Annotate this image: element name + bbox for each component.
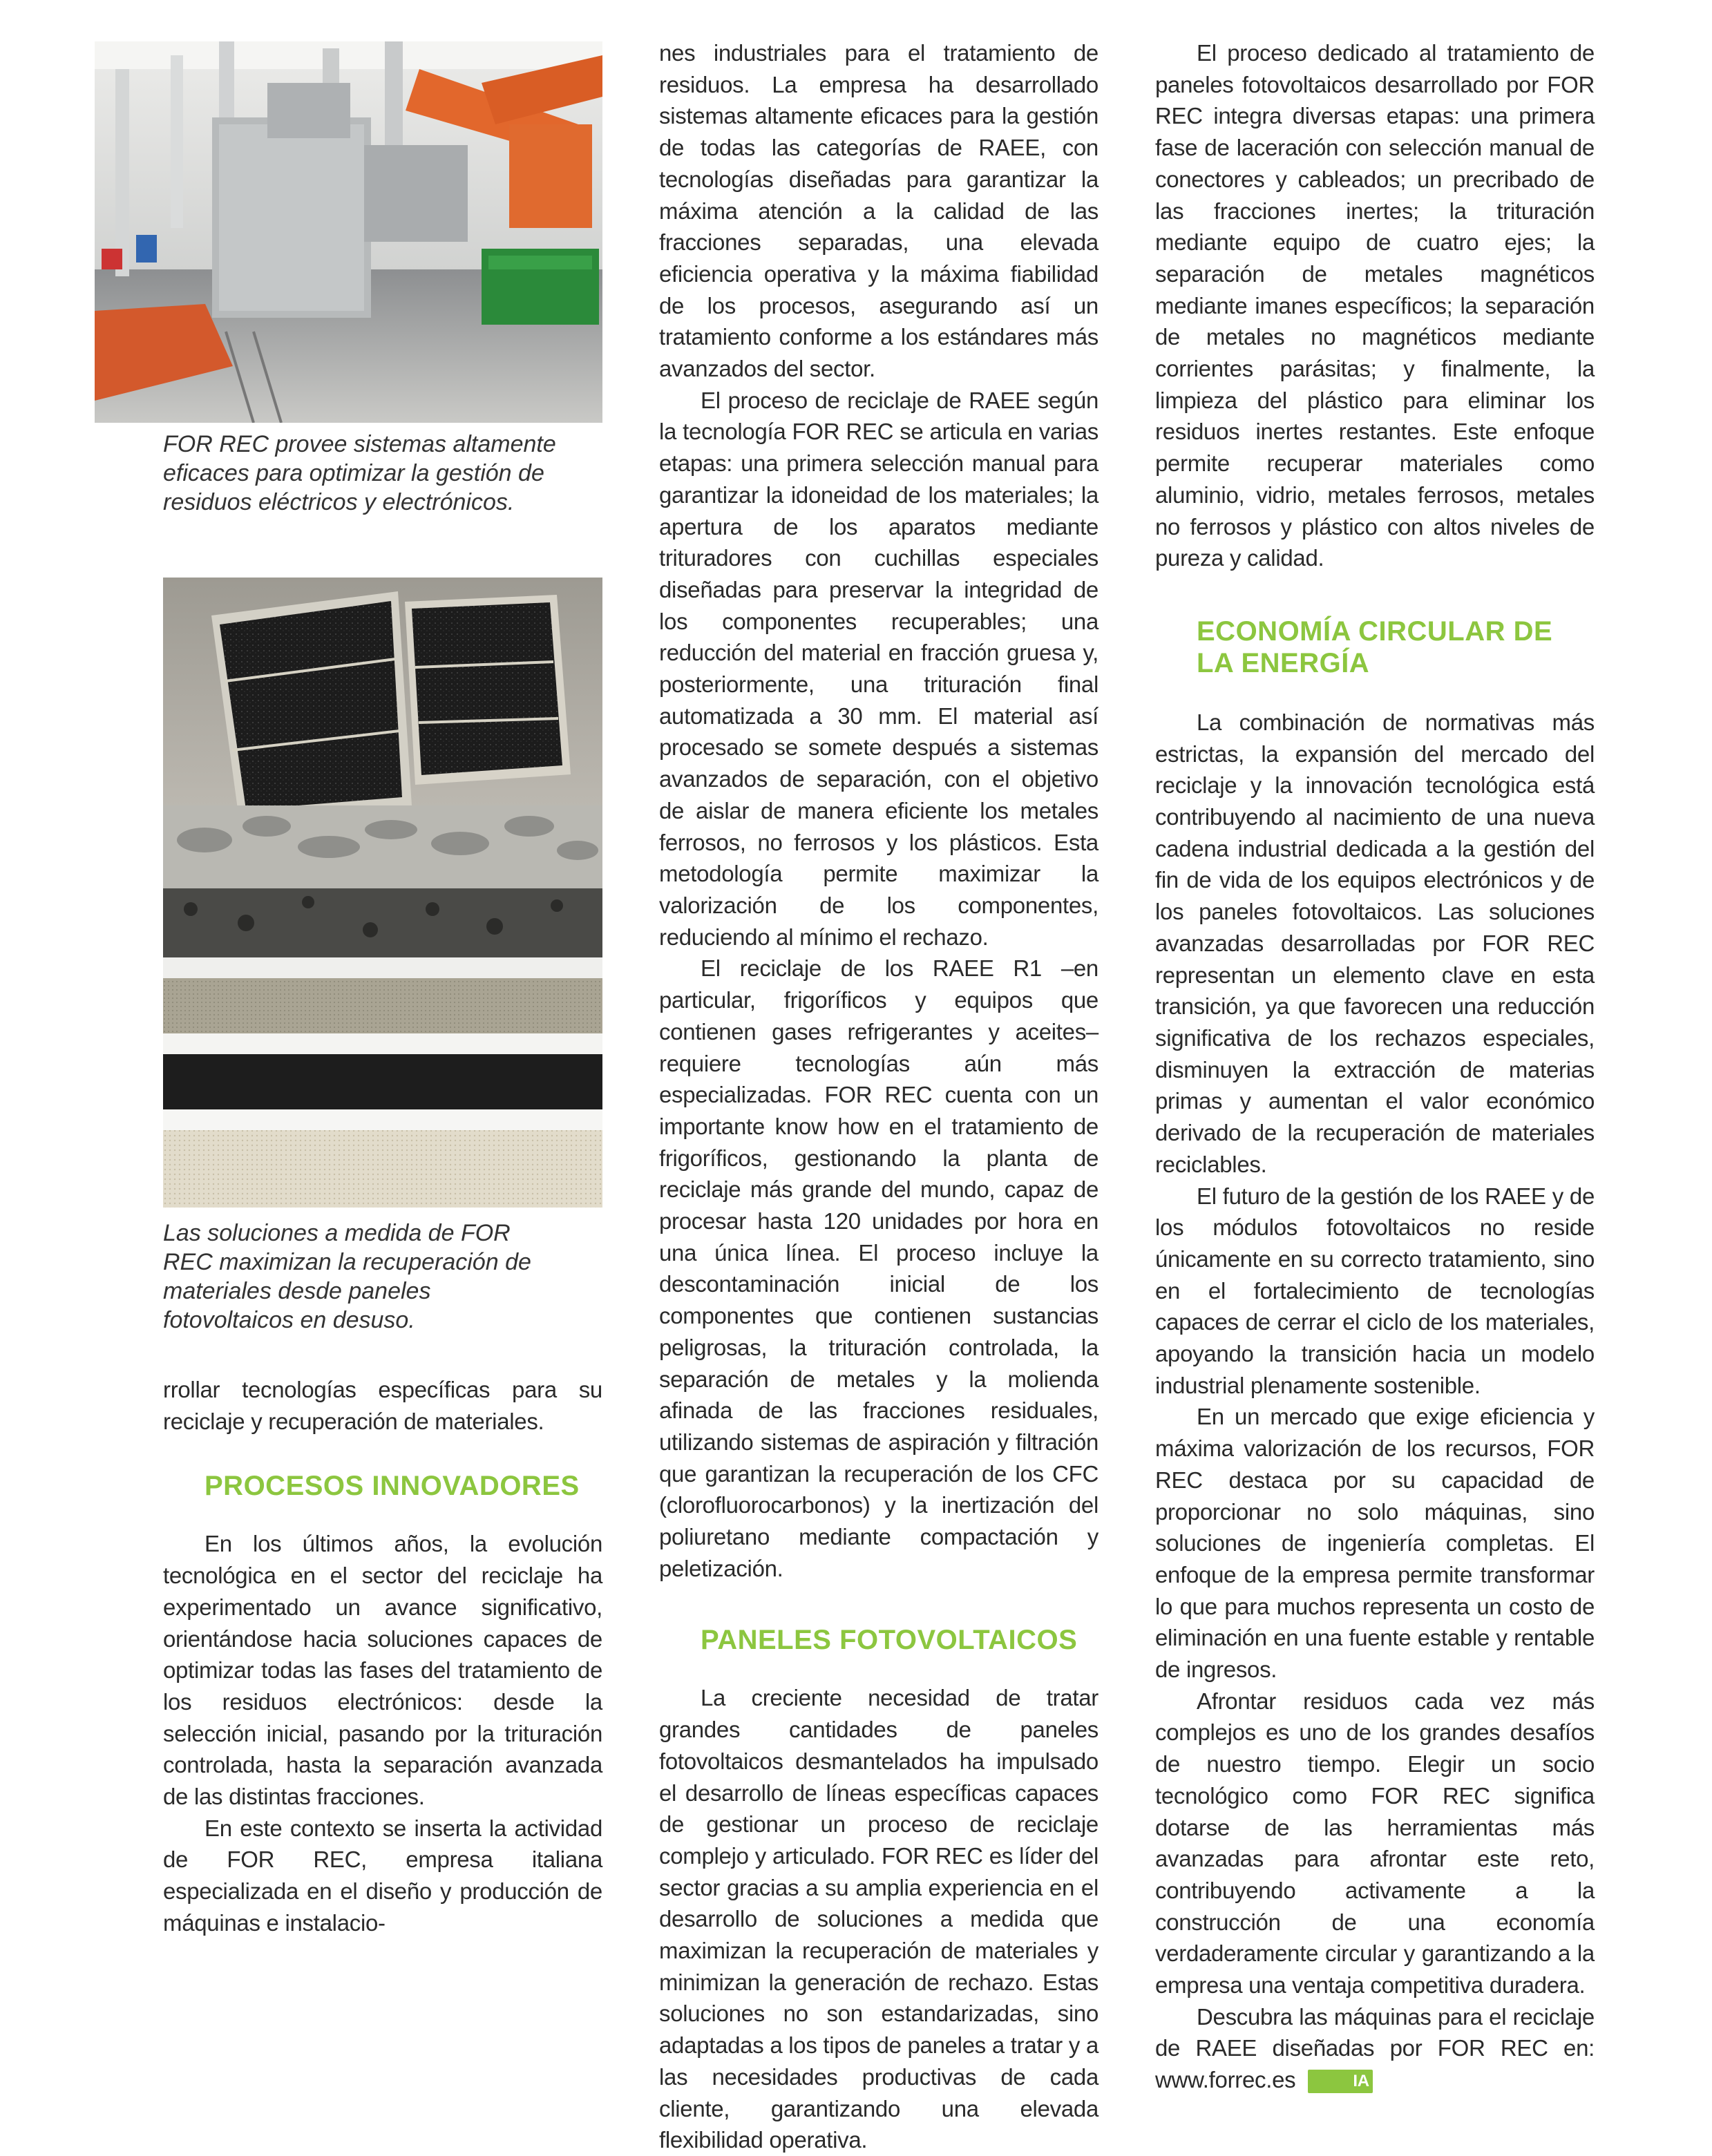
paragraph-continued: nes industriales para el tratamiento de residuos. La empresa ha desarrollado sistemas altamente eficaces para la gestión de todas las categorías de RAEE, con tecnologías diseñadas para garantizar la máxima atención a la calidad de las fracciones separadas, una elevada eficiencia operativa y la máxima fiabilidad de los procesos, asegurando así un tratamiento conforme a los estándares más avanzados del sector. [659, 40, 1098, 382]
section-heading-procesos: PROCESOS INNOVADORES [205, 1471, 580, 1502]
paragraph [1155, 2001, 1595, 2096]
closing-text: Descubra las máquinas para el reciclaje de RAEE diseñadas por FOR REC en: www.forrec.es [1155, 2003, 1595, 2093]
paragraph: La combinación de normativas más estrictas, la expansión del mercado del reciclaje y la innovación tecnológica está contribuyendo al nacimiento de una nueva cadena industrial dedicada a la gestión del fin de vida de los equipos electrónicos y de los paneles fotovoltaicos. Las soluciones avanzadas desarrolladas por FOR REC representan un elemento clave en esta transición, ya que favorecen una reducción significativa de los rechazos especiales, disminuyen la extracción de materias primas y aumentan el valor económico derivado de la recuperación de materiales reciclables. [1155, 709, 1595, 1177]
section-heading-paneles: PANELES FOTOVOLTAICOS [701, 1625, 1078, 1656]
column-2 [659, 37, 1098, 2156]
section-heading-economia: ECONOMÍA CIRCULAR DE LA ENERGÍA [1197, 616, 1553, 678]
paragraph: El proceso dedicado al tratamiento de paneles fotovoltaicos desarrollado por FOR REC integra diversas etapas: una primera fase de laceración con selección manual de conectores y cableados; un precribado de las fracciones inertes; la trituración mediante equipo de cuatro ejes; la separación de metales magnéticos mediante imanes específicos; la separación de metales no magnéticos mediante corrientes parásitas; y finalmente, la limpieza del plástico para eliminar los residuos inertes restantes. Este enfoque permite recuperar materiales como aluminio, vidrio, metales ferrosos, metales no ferrosos y plástico con altos niveles de pureza y calidad. [1155, 40, 1595, 571]
paragraph: La creciente necesidad de tratar grandes cantidades de paneles fotovoltaicos desmantelados ha impulsado el desarrollo de líneas específicas capaces de gestionar un proceso de reciclaje complejo y articulado. FOR REC es líder del sector gracias a su amplia experiencia en el desarrollo de soluciones a medida que maximizan la recuperación de materiales y minimizan la generación de rechazo. Estas soluciones no son estandarizadas, sino adaptadas a los tipos de paneles a tratar y a las necesidades productivas de cada cliente, garantizando una elevada flexibilidad operativa. [659, 1685, 1098, 2153]
end-mark-logo: IA [1308, 2070, 1372, 2093]
factory-photo [95, 41, 602, 423]
paragraph-continued: rrollar tecnologías específicas para su reciclaje y recuperación de materiales. [163, 1377, 602, 1434]
panels-photo-caption: Las soluciones a medida de FOR REC maximizan la recuperación de materiales desde paneles fotovoltaicos en desuso. [163, 1220, 531, 1333]
paragraph: El proceso de reciclaje de RAEE según la tecnología FOR REC se articula en varias etapas: una primera selección manual para garantizar la idoneidad de los materiales; la apertura de los aparatos mediante trituradores con cuchillas especiales diseñadas para preservar la integridad de los componentes recuperables; una reducción del material en fracción gruesa y, posteriormente, una trituración final automatizada a 30 mm. El material así procesado se somete después a sistemas avanzados de separación, con el objetivo de aislar de manera eficiente los metales ferrosos, no ferrosos y los plásticos. Esta metodología permite maximizar la valorización de los componentes, reduciendo al mínimo el rechazo. [659, 387, 1098, 950]
paragraph: En este contexto se inserta la actividad de FOR REC, empresa italiana especializada en el diseño y producción de máquinas e instalacio- [163, 1815, 602, 1936]
column-3 [1155, 37, 1595, 2096]
paragraph: El reciclaje de los RAEE R1 –en particular, frigoríficos y equipos que contienen gases refrigerantes y aceites– requiere tecnologías aún más especializadas. FOR REC cuenta con un importante know how en el tratamiento de frigoríficos, gestionando la planta de reciclaje más grande del mundo, capaz de procesar hasta 120 unidades por hora en una única línea. El proceso incluye la descontaminación inicial de los componentes que contienen sustancias peligrosas, la trituración controlada, la separación de metales y la molienda afinada de las fracciones residuales, utilizando sistemas de aspiración y filtración que garantizan la recuperación de los CFC (clorofluorocarbonos) y la inertización del poliuretano mediante compactación y peletización. [659, 955, 1098, 1581]
factory-photo-caption: FOR REC provee sistemas altamente eficaces para optimizar la gestión de residuos eléctricos y electrónicos. [163, 431, 556, 515]
paragraph: En un mercado que exige eficiencia y máxima valorización de los recursos, FOR REC destaca por su capacidad de proporcionar no solo máquinas, sino soluciones de ingeniería completas. El enfoque de la empresa permite transformar lo que para muchos representa un costo de eliminación en una fuente estable y rentable de ingresos. [1155, 1404, 1595, 1683]
paragraph: Afrontar residuos cada vez más complejos es uno de los grandes desafíos de nuestro tiempo. Elegir un socio tecnológico como FOR REC significa dotarse de las herramientas más avanzadas para afrontar este reto, contribuyendo activamente a la construcción de una economía verdaderamente circular y garantizando a la empresa una ventaja competitiva duradera. [1155, 1688, 1595, 1998]
panels-illustration [163, 578, 602, 1208]
paragraph: El futuro de la gestión de los RAEE y de los módulos fotovoltaicos no reside únicamente en su correcto tratamiento, sino en el fortalecimiento de tecnologías capaces de cerrar el ciclo de los materiales, apoyando la transición hacia un modelo industrial plenamente sostenible. [1155, 1183, 1595, 1398]
column-1 [163, 1374, 602, 1939]
factory-illustration [95, 41, 602, 423]
paragraph: En los últimos años, la evolución tecnológica en el sector del reciclaje ha experimentado un avance significativo, orientándose hacia soluciones capaces de optimizar todas las fases del tratamiento de los residuos electrónicos: desde la selección inicial, pasando por la trituración controlada, hasta la separación avanzada de las distintas fracciones. [163, 1531, 602, 1810]
panels-photo [163, 578, 602, 1208]
